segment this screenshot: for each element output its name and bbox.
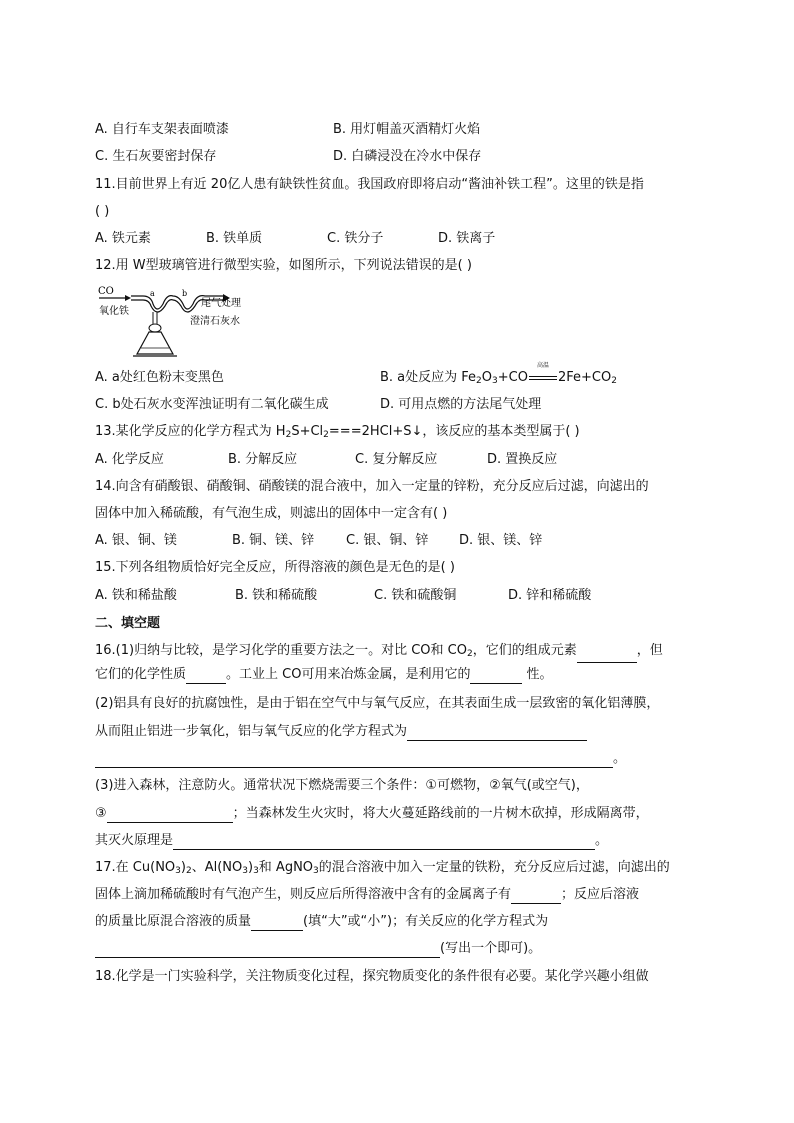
figure-label-a: a xyxy=(150,289,155,298)
q14-stem-line1: 14.向含有硝酸银、硝酸铜、硝酸镁的混合液中，加入一定量的锌粉，充分反应后过滤，向滤出的 xyxy=(95,479,649,494)
q17-line2: 固体上滴加稀硫酸时有气泡产生，则反应后所得溶液中含有的金属离子有 ；反应后溶液 xyxy=(95,887,640,902)
q13-option-a: A. 化学反应 xyxy=(95,452,164,467)
q17-blank-mass[interactable] xyxy=(251,916,303,931)
q16-part2-line3: 。 xyxy=(95,750,626,768)
q17-line1: 17.在 $Cu(NO_3)_2$、$Al(NO_3)_3$和 AgNO$_3$的混合溶液中加入一定量的铁粉，充分反应后过滤，向滤出的 xyxy=(95,860,670,876)
q12-option-d: D. 可用点燃的方法尾气处理 xyxy=(380,397,542,412)
q11-option-d: D. 铁离子 xyxy=(438,231,496,246)
q11-option-c: C. 铁分子 xyxy=(327,231,384,246)
q16-blank-equation-2[interactable] xyxy=(95,753,613,768)
section-heading-fill-in: 二、填空题 xyxy=(95,616,161,631)
figure-label-b: b xyxy=(182,289,188,298)
q11-stem-line1: 11.目前世界上有近 20亿人患有缺铁性贫血。我国政府即将启动“酱油补铁工程”。这里的铁是指 xyxy=(95,177,644,192)
q17-line3: 的质量比原混合溶液的质量 (填“大”或“小”)；有关反应的化学方程式为 xyxy=(95,914,549,929)
q10-option-a: A. 自行车支架表面喷漆 xyxy=(95,122,229,137)
q15-option-a: A. 铁和稀盐酸 xyxy=(95,588,177,603)
q18-line1: 18.化学是一门实验科学，关注物质变化过程，探究物质变化的条件很有必要。某化学兴趣小组做 xyxy=(95,969,649,984)
q16-part1-line1: 16.(1)归纳与比较，是学习化学的重要方法之一。对比 CO和 $CO_2$，它们的组成元素 ，但 xyxy=(95,642,663,663)
q17-line4: (写出一个即可)。 xyxy=(95,940,541,958)
q11-stem-line2: ( ) xyxy=(95,204,110,219)
figure-label-exhaust: 尾气处理 xyxy=(201,298,241,309)
q12-option-b: B. a处反应为 $Fe_2O_3+CO$ 高温 $2Fe+CO_2$ xyxy=(380,362,617,386)
q10-option-c: C. 生石灰要密封保存 xyxy=(95,149,217,164)
q13-option-d: D. 置换反应 xyxy=(487,452,558,467)
q15-option-c: C. 铁和硫酸铜 xyxy=(374,588,457,603)
q17-blank-equation[interactable] xyxy=(95,943,440,958)
figure-label-co: CO xyxy=(98,286,114,297)
q16-blank-condition[interactable] xyxy=(107,808,233,823)
q16-blank-equation-1[interactable] xyxy=(407,726,587,741)
w-tube-apparatus-figure xyxy=(95,282,270,362)
q16-blank-properties[interactable] xyxy=(186,669,226,684)
q12-option-a: A. a处红色粉末变黑色 xyxy=(95,370,224,385)
q14-stem-line2: 固体中加入稀硫酸，有气泡生成，则滤出的固体中一定含有( ) xyxy=(95,506,448,521)
q15-option-d: D. 锌和稀硫酸 xyxy=(508,588,592,603)
q13-option-c: C. 复分解反应 xyxy=(355,452,438,467)
q17-blank-ions[interactable] xyxy=(511,889,561,904)
q16-blank-elements[interactable] xyxy=(577,648,637,663)
q14-option-c: C. 银、铜、锌 xyxy=(346,533,429,548)
q11-option-a: A. 铁元素 xyxy=(95,231,151,246)
q11-option-b: B. 铁单质 xyxy=(206,231,263,246)
q16-part1-line2: 它们的化学性质 。工业上 CO可用来冶炼金属，是利用它的 性。 xyxy=(95,667,553,682)
q15-option-b: B. 铁和稀硫酸 xyxy=(235,588,318,603)
q12-option-c: C. b处石灰水变浑浊证明有二氧化碳生成 xyxy=(95,397,329,412)
q16-part3-line1: (3)进入森林，注意防火。通常状况下燃烧需要三个条件：①可燃物，②氧气(或空气)， xyxy=(95,778,589,793)
q12-stem: 12.用 W型玻璃管进行微型实验，如图所示，下列说法错误的是( ) xyxy=(95,258,472,273)
q14-option-d: D. 银、镁、锌 xyxy=(459,533,543,548)
q15-stem: 15.下列各组物质恰好完全反应，所得溶液的颜色是无色的是( ) xyxy=(95,560,455,575)
figure-label-iron-oxide: 氧化铁 xyxy=(99,306,129,317)
q16-part3-line2: ③ ；当森林发生火灾时，将大火蔓延路线前的一片树木砍掉，形成隔离带， xyxy=(95,806,649,821)
q16-blank-property[interactable] xyxy=(470,669,522,684)
q14-option-a: A. 银、铜、镁 xyxy=(95,533,177,548)
q14-option-b: B. 铜、镁、锌 xyxy=(232,533,315,548)
q16-part3-line3: 其灭火原理是 。 xyxy=(95,833,609,848)
q13-stem: 13.某化学反应的化学方程式为 $H_2S+Cl_2===2HCl+S↓$，该反应的基本类型属于( ) xyxy=(95,424,580,440)
q10-option-b: B. 用灯帽盖灭酒精灯火焰 xyxy=(333,122,481,137)
q16-part2-line1: (2)铝具有良好的抗腐蚀性，是由于铝在空气中与氧气反应，在其表面生成一层致密的氧化铝薄膜， xyxy=(95,696,660,711)
figure-label-limewater: 澄清石灰水 xyxy=(190,316,240,327)
q16-blank-principle[interactable] xyxy=(173,835,595,850)
q10-option-d: D. 白磷浸没在冷水中保存 xyxy=(333,149,482,164)
q13-option-b: B. 分解反应 xyxy=(228,452,298,467)
q16-part2-line2: 从而阻止铝进一步氧化，铝与氧气反应的化学方程式为 xyxy=(95,723,587,741)
